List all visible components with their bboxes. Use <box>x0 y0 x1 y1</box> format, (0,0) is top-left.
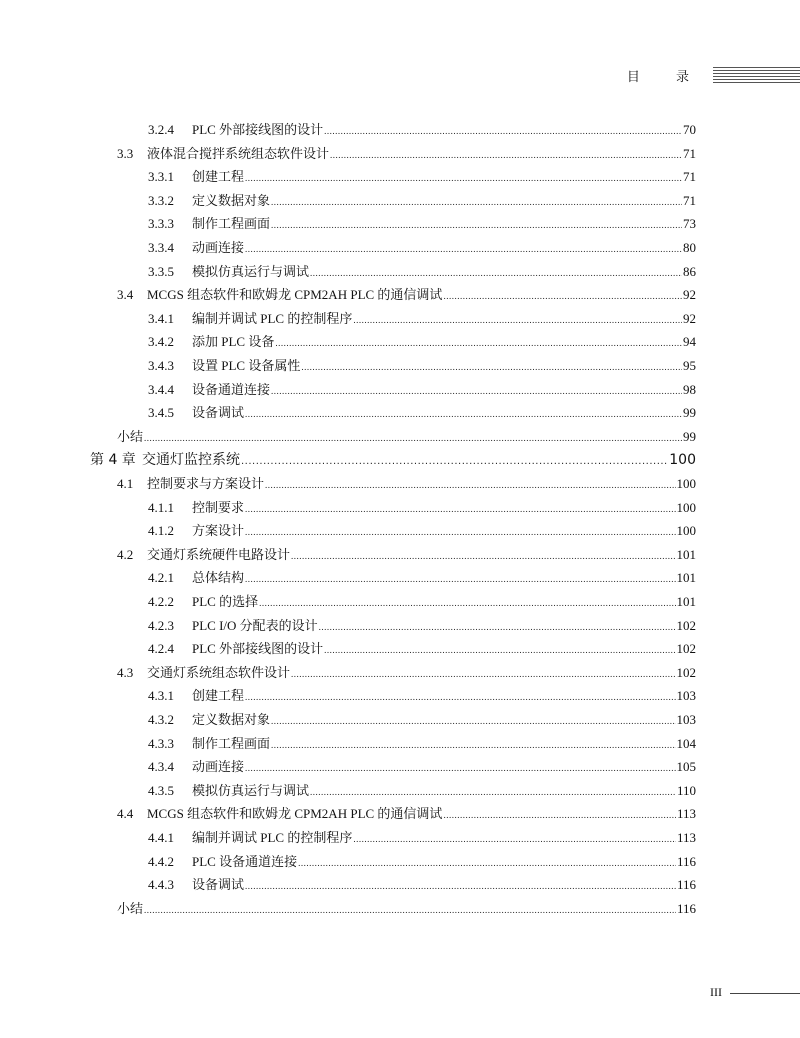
toc-entry-page: 99 <box>683 428 696 444</box>
toc-entry-number: 4.4.3 <box>148 877 174 893</box>
toc-entry-page: 94 <box>683 334 696 350</box>
toc-entry[interactable] <box>117 899 696 919</box>
toc-dot-leader <box>245 758 675 778</box>
toc-dot-leader <box>310 263 682 283</box>
toc-entry-title: 模拟仿真运行与调试 <box>192 263 310 279</box>
toc-entry-title: 定义数据对象 <box>192 192 271 208</box>
toc-entry[interactable] <box>148 214 696 234</box>
toc-dot-leader <box>241 452 668 472</box>
toc-entry-number: 4.1.2 <box>148 523 174 539</box>
toc-entry-page: 103 <box>676 712 696 727</box>
toc-dot-leader <box>245 404 682 424</box>
footer-rule <box>730 993 800 994</box>
toc-entry-number: 3.4.2 <box>148 334 174 350</box>
toc-entry-title: PLC 外部接线图的设计 <box>192 122 324 137</box>
toc-entry-title: 定义数据对象 <box>192 712 271 727</box>
toc-entry[interactable] <box>148 757 696 777</box>
toc-entry[interactable] <box>148 332 696 352</box>
toc-entry-title: 设备调试 <box>192 877 245 893</box>
toc-dot-leader <box>144 900 676 920</box>
page-header <box>0 64 800 86</box>
toc-entry-page: 116 <box>676 877 696 893</box>
toc-entry[interactable] <box>148 686 696 706</box>
toc-dot-leader <box>245 687 675 707</box>
toc-entry-page: 101 <box>676 570 696 586</box>
toc-entry[interactable] <box>148 781 696 801</box>
toc-entry-page: 101 <box>676 594 696 609</box>
toc-entry-page: 80 <box>683 240 696 255</box>
toc-entry[interactable] <box>148 380 696 400</box>
toc-entry[interactable] <box>148 875 696 895</box>
toc-entry-page: 116 <box>676 853 696 869</box>
toc-entry-number: 4.3.4 <box>148 759 174 775</box>
toc-entry-page: 98 <box>683 381 696 397</box>
toc-dot-leader <box>271 711 675 731</box>
toc-entry-number: 4.2.2 <box>148 594 174 609</box>
header-title: 目 录 <box>626 70 705 85</box>
toc-entry-number: 3.4.4 <box>148 381 174 397</box>
toc-dot-leader <box>319 617 676 637</box>
toc-entry-title: 模拟仿真运行与调试 <box>192 782 310 798</box>
toc-entry-page: 71 <box>683 145 696 161</box>
toc-dot-leader <box>265 475 675 495</box>
toc-entry-page: 110 <box>676 782 696 798</box>
toc-dot-leader <box>245 168 682 188</box>
toc-entry-number: 3.2.4 <box>148 122 174 137</box>
toc-entry[interactable] <box>148 403 696 423</box>
toc-entry-title: 制作工程画面 <box>192 216 271 232</box>
toc-dot-leader <box>443 805 676 825</box>
toc-entry-number: 4.2.1 <box>148 570 174 586</box>
toc-entry-title: MCGS 组态软件和欧姆龙 CPM2AH PLC 的通信调试 <box>147 806 443 822</box>
toc-entry-number: 4.2.4 <box>148 641 174 657</box>
toc-entry-title: 创建工程 <box>192 169 245 185</box>
toc-entry[interactable] <box>117 427 696 447</box>
toc-entry[interactable] <box>148 568 696 588</box>
toc-entry-number: 4.4.1 <box>148 830 174 845</box>
toc-entry-page: 103 <box>676 688 696 704</box>
toc-dot-leader <box>144 428 682 448</box>
toc-entry-page: 92 <box>683 287 696 303</box>
toc-entry-number: 4.3.3 <box>148 735 174 751</box>
toc-entry-page: 101 <box>676 546 696 562</box>
toc-dot-leader <box>330 145 682 165</box>
toc-entry-page: 104 <box>676 735 696 751</box>
toc-entry-page: 116 <box>676 900 696 916</box>
toc-entry-number: 4.3.5 <box>148 782 174 798</box>
toc-dot-leader <box>353 829 676 849</box>
toc-entry-page: 71 <box>683 169 696 185</box>
toc-entry[interactable] <box>117 285 696 305</box>
toc-entry-title: 交通灯系统组态软件设计 <box>147 664 291 680</box>
toc-entry-number: 4.1.1 <box>148 499 174 515</box>
toc-entry[interactable] <box>117 144 696 164</box>
toc-entry[interactable] <box>148 238 696 258</box>
toc-entry[interactable] <box>148 852 696 872</box>
toc-entry-number: 3.4.5 <box>148 405 174 421</box>
toc-entry-title: PLC 的选择 <box>192 594 259 609</box>
toc-entry[interactable] <box>117 545 696 565</box>
toc-entry-number: 3.3.1 <box>148 169 174 185</box>
toc-entry-page: 113 <box>676 806 696 822</box>
toc-entry-page: 99 <box>683 405 696 421</box>
toc-entry-title: 方案设计 <box>192 523 245 539</box>
toc-entry-title: 编制并调试 PLC 的控制程序 <box>192 830 353 845</box>
toc-entry-page: 105 <box>676 759 696 775</box>
toc-entry-page: 100 <box>676 523 696 539</box>
toc-entry-title: PLC 外部接线图的设计 <box>192 641 324 657</box>
toc-entry-title: 制作工程画面 <box>192 735 271 751</box>
toc-entry[interactable] <box>117 474 696 494</box>
toc-entry[interactable] <box>148 498 696 518</box>
toc-entry-number: 3.3.5 <box>148 263 174 279</box>
toc-entry-title: PLC I/O 分配表的设计 <box>192 617 318 633</box>
toc-entry[interactable] <box>148 309 696 329</box>
toc-entry[interactable] <box>148 167 696 187</box>
toc-entry[interactable] <box>148 639 696 659</box>
toc-entry-page: 102 <box>676 664 696 680</box>
toc-entry[interactable] <box>148 120 696 140</box>
toc-entry[interactable] <box>148 356 696 376</box>
toc-dot-leader <box>271 215 682 235</box>
toc-dot-leader <box>298 853 676 873</box>
toc-entry-title: 交通灯监控系统 <box>142 452 240 469</box>
page-number: III <box>710 985 722 999</box>
toc-entry-page: 92 <box>683 310 696 326</box>
toc-entry-page: 102 <box>676 617 696 633</box>
header-decoration-lines <box>713 67 800 85</box>
toc-entry-page: 113 <box>676 830 696 845</box>
toc-entry-number: 4.3.2 <box>148 712 174 727</box>
toc-entry-number: 4.1 <box>117 476 134 491</box>
toc-entry-title: 总体结构 <box>192 570 245 586</box>
toc-entry-number: 3.3.4 <box>148 240 174 255</box>
toc-entry[interactable] <box>148 710 696 730</box>
toc-entry[interactable] <box>148 828 696 848</box>
toc-entry[interactable] <box>117 804 696 824</box>
toc-entry-title: 控制要求与方案设计 <box>147 476 265 491</box>
toc-dot-leader <box>291 546 675 566</box>
toc-entry[interactable] <box>148 262 696 282</box>
toc-entry[interactable] <box>148 734 696 754</box>
toc-entry-number: 3.3.2 <box>148 192 174 208</box>
toc-entry-title: 设备通道连接 <box>192 381 271 397</box>
toc-dot-leader <box>301 357 682 377</box>
toc-entry[interactable] <box>117 663 696 683</box>
toc-entry-page: 100 <box>669 452 696 469</box>
toc-entry-page: 73 <box>683 216 696 232</box>
toc-chapter-entry[interactable] <box>90 450 696 470</box>
toc-entry-title: 设置 PLC 设备属性 <box>192 358 301 373</box>
toc-entry-number: 4.4.2 <box>148 853 174 869</box>
toc-entry[interactable] <box>148 592 696 612</box>
toc-dot-leader <box>324 121 682 141</box>
toc-entry-page: 100 <box>676 476 696 491</box>
toc-entry-number: 4.4 <box>117 806 134 822</box>
toc-entry-page: 102 <box>676 641 696 657</box>
toc-entry-title: 小结 <box>117 900 144 916</box>
toc-dot-leader <box>353 310 682 330</box>
toc-entry-title: 创建工程 <box>192 688 245 704</box>
toc-dot-leader <box>443 286 682 306</box>
toc-entry[interactable] <box>148 521 696 541</box>
toc-dot-leader <box>291 664 675 684</box>
toc-entry-title: PLC 设备通道连接 <box>192 853 298 869</box>
toc-entry-title: 交通灯系统硬件电路设计 <box>147 546 291 562</box>
toc-entry-page: 71 <box>683 192 696 208</box>
toc-entry-title: 设备调试 <box>192 405 245 421</box>
page-footer <box>0 985 800 1001</box>
toc-entry-title: 小结 <box>117 428 144 444</box>
toc-entry-number: 3.3 <box>117 145 134 161</box>
toc-entry-number: 4.2 <box>117 546 134 562</box>
toc-dot-leader <box>245 499 675 519</box>
toc-entry-number: 3.4.1 <box>148 310 174 326</box>
toc-entry-number: 3.3.3 <box>148 216 174 232</box>
toc-dot-leader <box>245 522 675 542</box>
toc-dot-leader <box>245 569 675 589</box>
toc-entry-number: 4.3 <box>117 664 134 680</box>
toc-entry-title: 动画连接 <box>192 759 245 775</box>
toc-entry-title: 控制要求 <box>192 499 245 515</box>
toc-entry-title: 编制并调试 PLC 的控制程序 <box>192 310 353 326</box>
toc-dot-leader <box>259 593 675 613</box>
toc-entry[interactable] <box>148 616 696 636</box>
toc-entry-title: MCGS 组态软件和欧姆龙 CPM2AH PLC 的通信调试 <box>147 287 443 303</box>
toc-entry-number: 4.2.3 <box>148 617 174 633</box>
toc-dot-leader <box>275 333 682 353</box>
toc-entry-number: 第 4 章 <box>90 452 136 469</box>
toc-dot-leader <box>245 876 676 896</box>
toc-dot-leader <box>310 782 676 802</box>
toc-entry-title: 动画连接 <box>192 240 245 255</box>
toc-dot-leader <box>271 735 675 755</box>
toc-entry-page: 86 <box>683 263 696 279</box>
toc-entry-page: 100 <box>676 499 696 515</box>
toc-dot-leader <box>324 640 675 660</box>
toc-entry-page: 95 <box>683 358 696 373</box>
toc-entry-number: 3.4 <box>117 287 134 303</box>
toc-entry-page: 70 <box>683 122 696 137</box>
toc-entry-number: 4.3.1 <box>148 688 174 704</box>
toc-entry-title: 液体混合搅拌系统组态软件设计 <box>147 145 330 161</box>
toc-entry-number: 3.4.3 <box>148 358 174 373</box>
toc-dot-leader <box>271 381 682 401</box>
toc-dot-leader <box>245 239 682 259</box>
toc-entry-title: 添加 PLC 设备 <box>192 334 275 350</box>
toc-entry[interactable] <box>148 191 696 211</box>
toc-dot-leader <box>271 192 682 212</box>
